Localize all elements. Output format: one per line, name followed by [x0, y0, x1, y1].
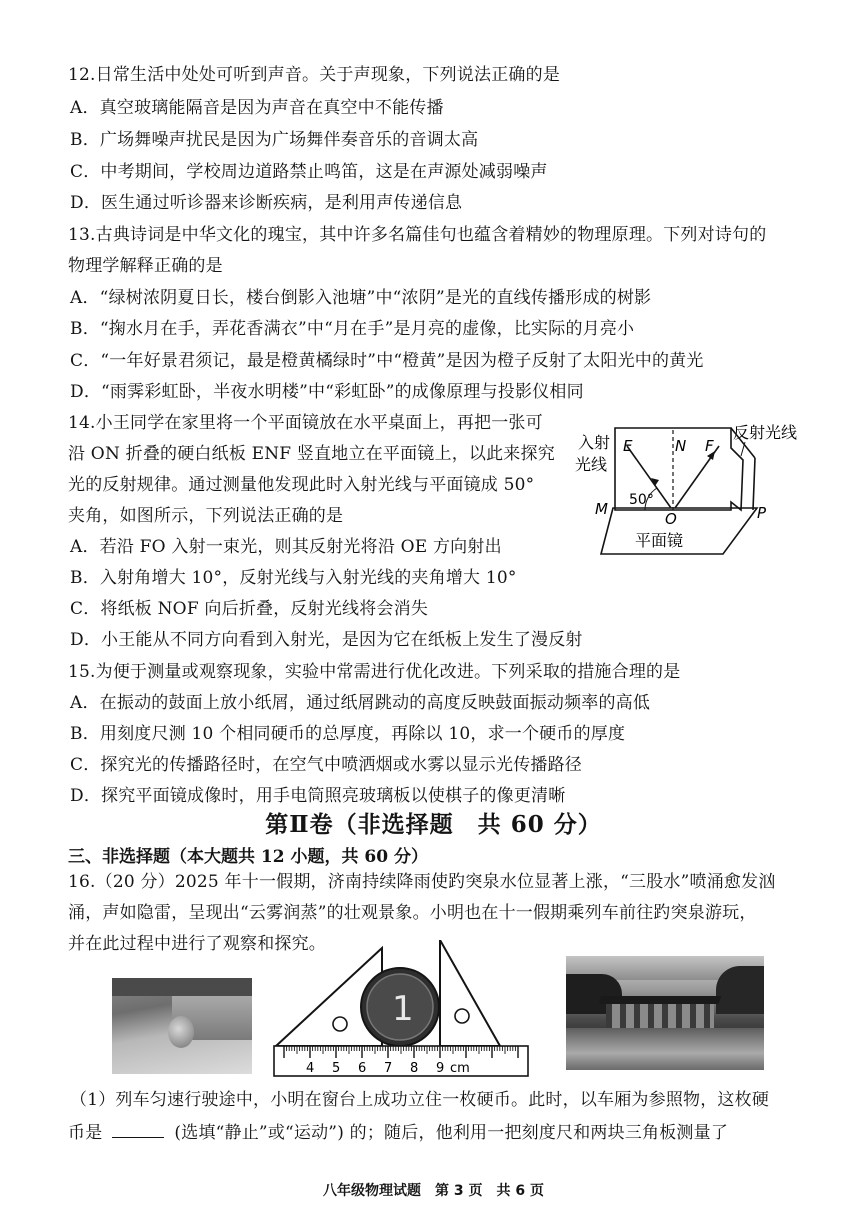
q13-stem-2: 物理学解释正确的是	[68, 256, 223, 276]
q16-stem-3: 并在此过程中进行了观察和探究。	[68, 934, 326, 954]
q13-option-d: D．“雨霁彩虹卧，半夜水明楼”中“彩虹卧”的成像原理与投影仪相同	[70, 382, 584, 402]
label-e: E	[623, 437, 633, 455]
q14-option-d: D．小王能从不同方向看到入射光，是因为它在纸板上发生了漫反射	[70, 630, 583, 650]
pavilion-pillars	[606, 1004, 714, 1028]
q15-stem: 15.为便于测量或观察现象，实验中常需进行优化改进。下列采取的措施合理的是	[68, 662, 681, 682]
q14-option-a: A．若沿 FO 入射一束光，则其反射光将沿 OE 方向射出	[70, 537, 502, 557]
q16-sub1-line1: （1）列车匀速行驶途中，小明在窗台上成功立住一枚硬币。此时，以车厢为参照物，这枚硬	[70, 1090, 770, 1110]
q15-option-d: D．探究平面镜成像时，用手电筒照亮玻璃板以使棋子的像更清晰	[70, 786, 566, 806]
label-p: P	[757, 504, 767, 522]
reflection-diagram	[565, 418, 805, 568]
q14-stem-4: 夹角，如图所示，下列说法正确的是	[68, 506, 344, 526]
q14-stem-2: 沿 ON 折叠的硬白纸板 ENF 竖直地立在平面镜上，以此来探究	[68, 444, 555, 464]
q16-stem-2: 涌，声如隐雷，呈现出“云雾润蒸”的壮观景象。小明也在十一假期乘列车前往趵突泉游玩，	[68, 903, 757, 923]
section-title: 第Ⅱ卷（非选择题 共 60 分）	[265, 811, 602, 838]
label-n: N	[675, 437, 687, 455]
ruler-tick-label: 5	[332, 1061, 341, 1076]
label-m: M	[595, 500, 608, 518]
q12-option-c: C．中考期间，学校周边道路禁止鸣笛，这是在声源处减弱噪声	[70, 162, 548, 182]
q13-option-c: C．“一年好景君须记，最是橙黄橘绿时”中“橙黄”是因为橙子反射了太阳光中的黄光	[70, 351, 704, 371]
part-title: 三、非选择题（本大题共 12 小题，共 60 分）	[68, 847, 428, 867]
q13-option-a: A．“绿树浓阴夏日长，楼台倒影入池塘”中“浓阴”是光的直线传播形成的树影	[70, 288, 652, 308]
q15-option-a: A．在振动的鼓面上放小纸屑，通过纸屑跳动的高度反映鼓面振动频率的高低	[70, 693, 651, 713]
q15-option-c: C．探究光的传播路径时，在空气中喷洒烟或水雾以显示光传播路径	[70, 755, 583, 775]
q12-stem: 12.日常生活中处处可听到声音。关于声现象，下列说法正确的是	[68, 65, 561, 85]
right-triangle	[440, 940, 500, 1046]
angle-label: 50°	[629, 492, 654, 508]
page-footer: 八年级物理试题 第 3 页 共 6 页	[323, 1183, 544, 1199]
ruler-coin-measurement	[272, 940, 532, 1078]
q14-stem-1: 14.小王同学在家里将一个平面镜放在水平桌面上，再把一张可	[68, 413, 543, 433]
q12-option-a: A．真空玻璃能隔音是因为声音在真空中不能传播	[70, 98, 444, 118]
pavilion-roof	[599, 996, 722, 1004]
q13-stem-1: 13.古典诗词是中华文化的瑰宝，其中许多名篇佳句也蕴含着精妙的物理原理。下列对诗句的	[68, 225, 767, 245]
ruler-tick-label: 4	[306, 1061, 315, 1076]
q13-option-b: B．“掬水月在手，弄花香满衣”中“月在手”是月亮的虚像，比实际的月亮小	[70, 319, 635, 339]
reflected-label: 反射光线	[733, 423, 798, 442]
answer-blank[interactable]	[112, 1121, 164, 1138]
q16-sub1-line2	[68, 1121, 728, 1145]
window-frame	[112, 978, 252, 996]
spring-water	[566, 1028, 764, 1070]
q15-option-b: B．用刻度尺测 10 个相同硬币的总厚度，再除以 10，求一个硬币的厚度	[70, 724, 626, 744]
mirror-label: 平面镜	[635, 531, 684, 550]
label-f: F	[705, 437, 714, 455]
tree-right	[716, 966, 764, 1014]
q12-option-b: B．广场舞噪声扰民是因为广场舞伴奏音乐的音调太高	[70, 130, 479, 150]
q14-option-b: B．入射角增大 10°，反射光线与入射光线的夹角增大 10°	[70, 568, 517, 588]
q16-sub1-post: (选填“静止”或“运动”) 的；随后，他利用一把刻度尺和两块三角板测量了	[174, 1123, 729, 1143]
q12-option-d: D．医生通过听诊器来诊断疾病，是利用声传递信息	[70, 193, 463, 213]
coin-windowsill-photo	[112, 978, 252, 1074]
ruler-tick-label: 6	[358, 1061, 367, 1076]
standing-coin	[168, 1016, 194, 1048]
ruler-tick-label: 8	[410, 1061, 419, 1076]
coin-label: 1	[392, 989, 414, 1029]
board-right-edge	[753, 458, 755, 510]
incident-label-1: 入射	[578, 433, 611, 452]
ruler-tick-label: 7	[384, 1061, 393, 1076]
q16-stem-1: 16.（20 分）2025 年十一假期，济南持续降雨使趵突泉水位显著上涨，“三股水”喷涌愈发汹	[68, 872, 776, 892]
ruler-tick-label: 9	[436, 1061, 445, 1076]
incident-label-2: 光线	[575, 455, 608, 474]
q16-sub1-pre: 币是	[68, 1123, 103, 1143]
ruler-unit-label: cm	[450, 1061, 470, 1076]
label-o: O	[665, 510, 677, 528]
q14-option-c: C．将纸板 NOF 向后折叠，反射光线将会消失	[70, 599, 429, 619]
baotu-spring-photo	[566, 956, 764, 1070]
q14-stem-3: 光的反射规律。通过测量他发现此时入射光线与平面镜成 50°	[68, 475, 535, 495]
